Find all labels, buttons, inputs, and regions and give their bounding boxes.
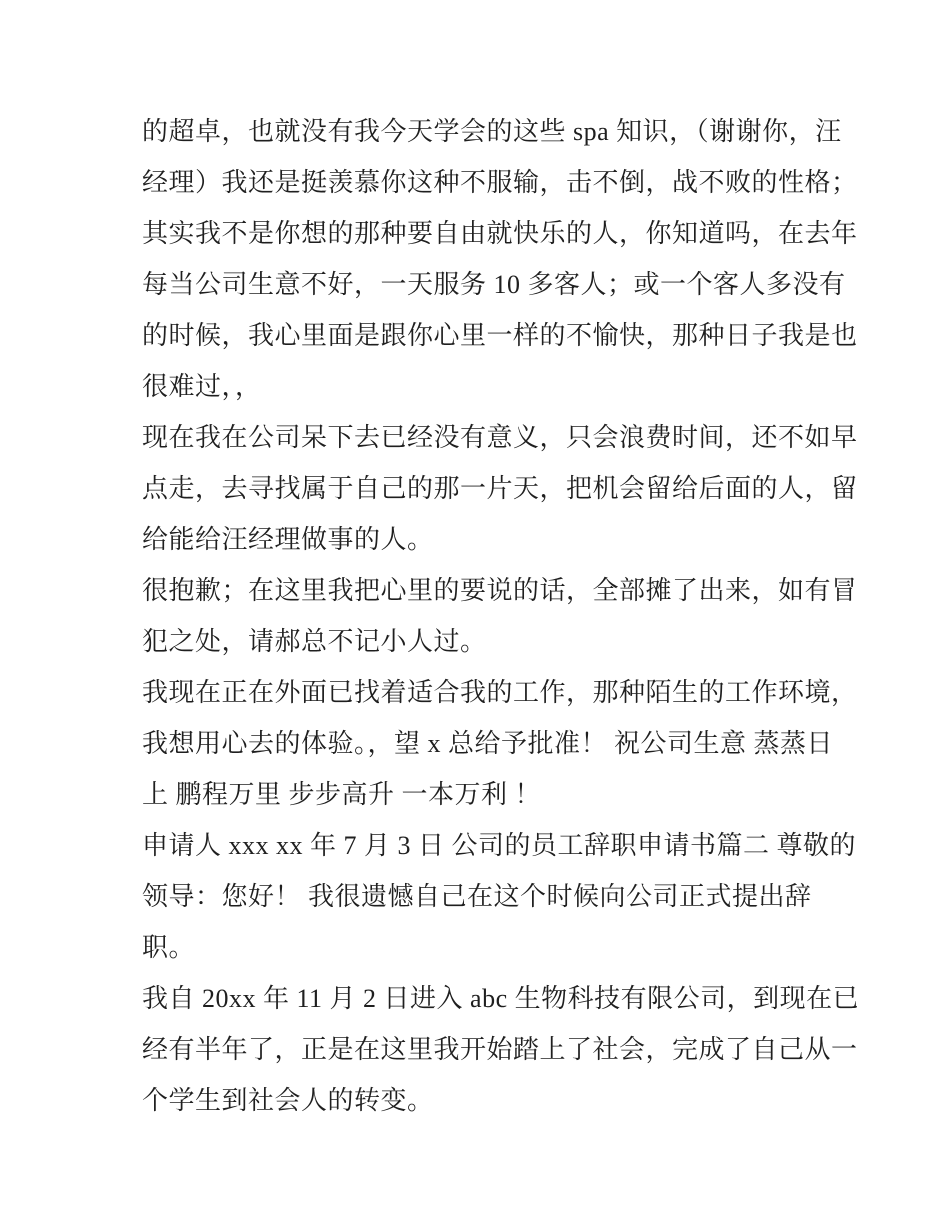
document-line: 其实我不是你想的那种要自由就快乐的人，你知道吗，在去年 — [142, 219, 858, 248]
document-line: 经有半年了，正是在这里我开始踏上了社会，完成了自己从一 — [142, 1035, 858, 1064]
document-line: 经理）我还是挺羡慕你这种不服输，击不倒，战不败的性格； — [142, 168, 858, 197]
document-line: 申请人 xxx xx 年 7 月 3 日 公司的员工辞职申请书篇二 尊敬的 — [142, 831, 857, 860]
document-line: 很抱歉；在这里我把心里的要说的话，全部摊了出来，如有冒 — [142, 576, 858, 605]
document-line: 的时候，我心里面是跟你心里一样的不愉快，那种日子我是也 — [142, 321, 858, 350]
document-line: 很难过，， — [142, 372, 262, 401]
document-line: 点走，去寻找属于自己的那一片天，把机会留给后面的人，留 — [142, 474, 858, 503]
document-line: 我自 20xx 年 11 月 2 日进入 abc 生物科技有限公司，到现在已 — [142, 984, 860, 1013]
document-line: 犯之处，请郝总不记小人过。 — [142, 627, 487, 656]
document-line: 职。 — [142, 933, 196, 962]
document-line: 领导：您好！ 我很遗憾自己在这个时候向公司正式提出辞 — [142, 882, 812, 911]
document-line: 上 鹏程万里 步步高升 一本万利 ！ — [142, 780, 542, 809]
document-line: 现在我在公司呆下去已经没有意义，只会浪费时间，还不如早 — [142, 423, 858, 452]
document-line: 每当公司生意不好，一天服务 10 多客人；或一个客人多没有 — [142, 270, 846, 299]
document-line: 个学生到社会人的转变。 — [142, 1086, 434, 1115]
document-line: 我想用心去的体验。，望 x 总给予批准！ 祝公司生意 蒸蒸日 — [142, 729, 834, 758]
document-line: 我现在正在外面已找着适合我的工作，那种陌生的工作环境， — [142, 678, 858, 707]
document-line: 给能给汪经理做事的人。 — [142, 525, 434, 554]
document-text-block — [142, 106, 860, 1126]
document-line: 的超卓，也就没有我今天学会的这些 spa 知识，（谢谢你，汪 — [142, 117, 842, 146]
